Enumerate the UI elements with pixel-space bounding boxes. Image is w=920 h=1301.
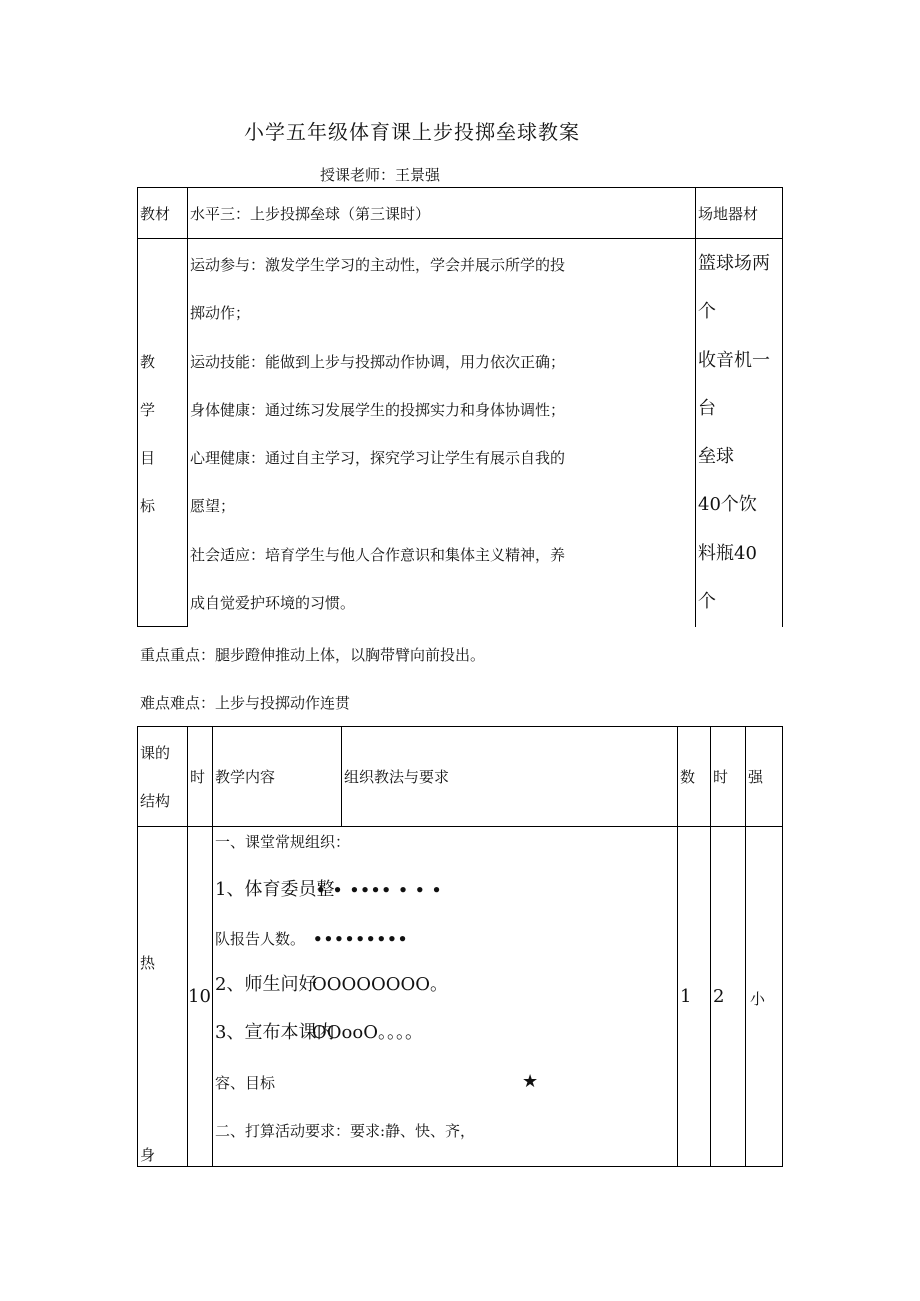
- content-line: 队报告人数。: [215, 930, 306, 948]
- header-structure: 课的: [140, 744, 171, 762]
- header-material: 教材: [140, 205, 171, 223]
- equipment-line: 篮球场两: [698, 253, 770, 274]
- structure-warmup-top: 热: [140, 954, 156, 972]
- objective-line: 掷动作；: [190, 304, 251, 322]
- teacher-star-icon: ★: [522, 1071, 539, 1092]
- content-line: 1、体育委员整: [215, 879, 335, 900]
- header-structure-2: 结构: [140, 792, 171, 810]
- objective-line: 身体健康：通过练习发展学生的投掷实力和身体协调性；: [190, 401, 566, 419]
- content-line: 2、师生问好: [215, 974, 317, 995]
- equipment-line: 料瓶40: [698, 543, 757, 564]
- objective-line: 运动参与：激发学生学习的主动性，学会并展示所学的投: [190, 256, 566, 274]
- objectives-label-3: 目: [140, 449, 156, 467]
- header-level: 水平三：上步投掷垒球（第三课时）: [190, 205, 431, 223]
- objective-line: 社会适应：培育学生与他人合作意识和集体主义精神，养: [190, 546, 566, 564]
- header-intensity: 强: [748, 768, 764, 786]
- equipment-line: 台: [698, 398, 716, 419]
- teacher-name: 授课老师：王景强: [320, 166, 441, 184]
- formation-circles: OOooO。。。。: [312, 1022, 423, 1043]
- row-count: 1: [680, 986, 692, 1007]
- header-time-2: 时: [713, 768, 729, 786]
- objectives-label-1: 教: [140, 353, 156, 371]
- header-time: 时: [190, 768, 206, 786]
- content-line: 二、打算活动要求：要求:静、快、齐，: [215, 1122, 476, 1140]
- header-method: 组织教法与要求: [344, 768, 450, 786]
- formation-dots: •••••••••: [313, 930, 409, 948]
- content-line: 3、宣布本课内: [215, 1022, 335, 1043]
- header-equipment: 场地器材: [698, 205, 759, 223]
- objectives-label-2: 学: [140, 401, 156, 419]
- equipment-line: 收音机一: [698, 350, 770, 371]
- header-count: 数: [680, 768, 696, 786]
- equipment-line: 40个饮: [698, 494, 757, 515]
- row-time-2: 2: [713, 986, 725, 1007]
- content-line: 容、目标: [215, 1074, 276, 1092]
- equipment-line: 垒球: [698, 446, 734, 467]
- content-line: 一、课堂常规组织：: [215, 833, 351, 851]
- equipment-line: 个: [698, 301, 716, 322]
- structure-warmup-bottom: 身: [140, 1146, 156, 1164]
- objectives-label-4: 标: [140, 497, 156, 515]
- objective-line: 心理健康：通过自主学习，探究学习让学生有展示自我的: [190, 449, 566, 467]
- row-intensity: 小: [750, 990, 766, 1008]
- objective-line: 成自觉爱护环境的习惯。: [190, 594, 356, 612]
- objective-line: 愿望；: [190, 497, 236, 515]
- key-point: 重点重点：腿步蹬伸推动上体，以胸带臂向前投出。: [140, 646, 486, 664]
- formation-dots: • • •••• • • •: [316, 881, 443, 899]
- row-time: 10: [188, 986, 211, 1007]
- equipment-line: 个: [698, 591, 716, 612]
- header-content: 教学内容: [215, 768, 276, 786]
- formation-circles: OOOOOOOO。: [312, 974, 449, 995]
- page-title: 小学五年级体育课上步投掷垒球教案: [244, 120, 580, 144]
- objective-line: 运动技能：能做到上步与投掷动作协调，用力依次正确；: [190, 353, 566, 371]
- difficult-point: 难点难点：上步与投掷动作连贯: [140, 694, 351, 712]
